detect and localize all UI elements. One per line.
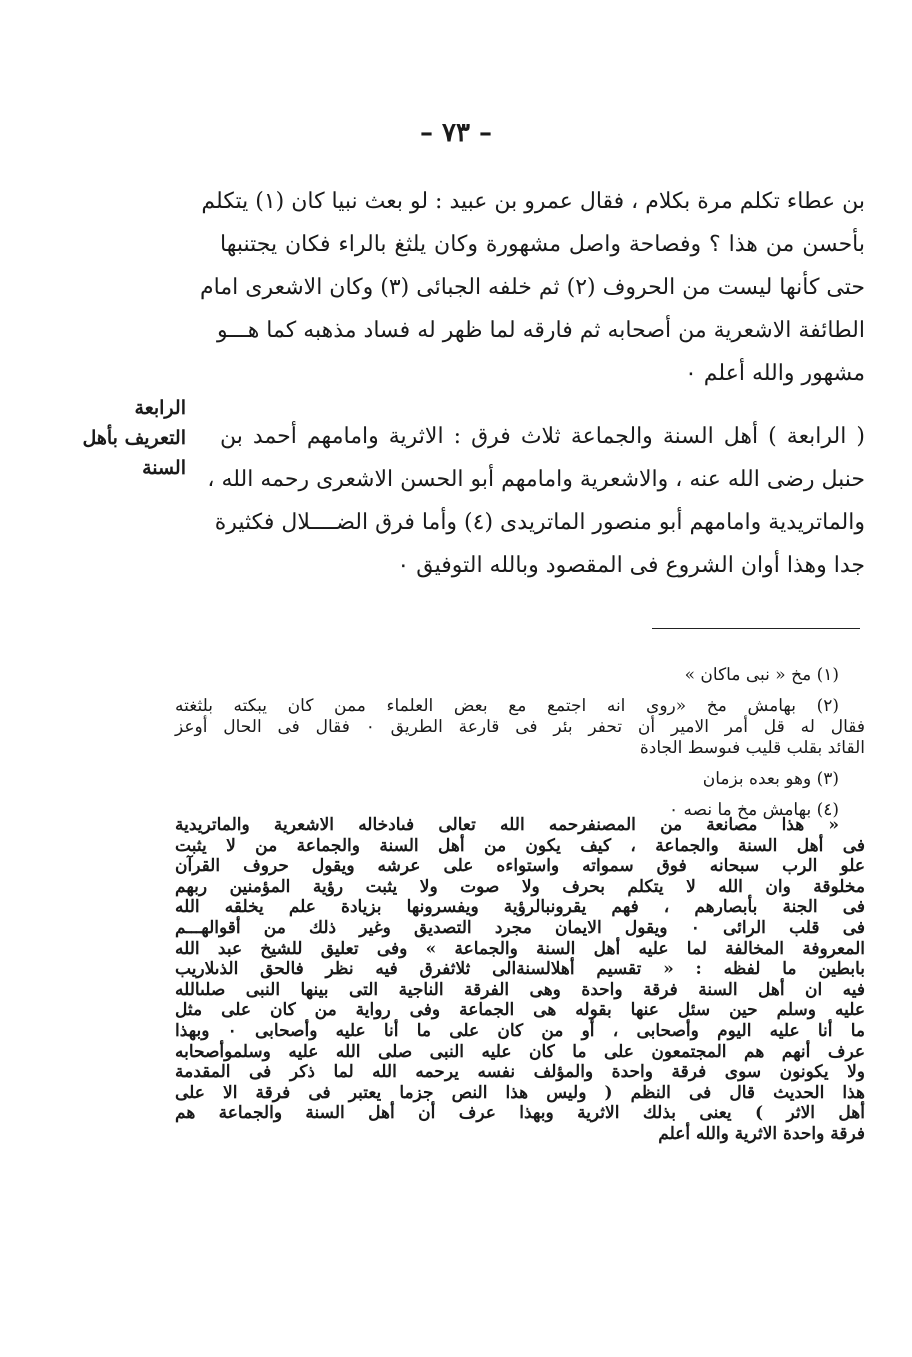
footnote-line: مخلوقة وان الله لا يتكلم بحرف ولا صوت ولا يثبت رؤية المؤمنين ربهم: [175, 876, 865, 897]
footnote-line: ما أنا عليه اليوم وأصحابى ، أو من كان على ما أنا عليه وأصحابى ٠ وبهذا: [175, 1020, 866, 1041]
text-line: بن عطاء تكلم مرة بكلام ، فقال عمرو بن عبيد : لو بعث نبيا كان (١) يتكلم: [201, 189, 865, 214]
margin-note-line: الرابعة: [134, 397, 186, 419]
footnote-line: هذا الحديث قال فى النظم ( وليس هذا النص جزما يعتبر فى فرقة الا على: [175, 1082, 865, 1103]
footnote-line: بابطين ما لفظه : « تقسيم أهلالسنةالى ثلاثفرق فيه نظر فالحق الذىلاريب: [175, 959, 865, 980]
footnote-4-head: (٤) بهامش مخ ما نصه ٠: [668, 800, 839, 820]
text-line: الطائفة الاشعرية من أصحابه ثم فارقه لما ظهر له فساد مذهبه كما هـــو: [217, 318, 865, 343]
page-number: – ٧٣ –: [419, 118, 493, 148]
footnote-line: أهل الاثر ) يعنى بذلك الاثرية وبهذا عرف أن أهل السنة والجماعة هم: [175, 1103, 865, 1124]
footnote-2-body: [175, 696, 865, 759]
footnote-separator: [652, 628, 860, 629]
footnote-line: المعروفة المخالفة لما عليه أهل السنة والجماعة » وفى تعليق للشيخ عبد الله: [175, 938, 865, 959]
paragraph-1: [200, 180, 865, 395]
footnote-line: فيه ان أهل السنة فرقة واحدة وهى الفرقة الناجية التى بينها النبى صلىالله: [175, 979, 865, 1000]
text-line: والماتريدية وامامهم أبو منصور الماتريدى (٤) وأما فرق الضــــلال فكثيرة: [214, 510, 865, 535]
footnote-line: « هذا مصانعة من المصنفرحمه الله تعالى فىادخاله الاشعرية والماتريدية: [175, 815, 839, 835]
main-text: [200, 180, 865, 587]
text-line: حتى كأنها ليست من الحروف (٢) ثم خلفه الجبائى (٣) وكان الاشعرى امام: [200, 275, 865, 300]
footnote-4: [175, 800, 865, 1145]
margin-note: [50, 393, 186, 483]
footnote-line: ولا يكونون سوى فرقة واحدة والمؤلف نفسه يرحمه الله لما ذكر فى المقدمة: [175, 1062, 865, 1083]
footnote-line: علو الرب سبحانه فوق سمواته واستواءه على عرشه ويقول حروف القرآن: [175, 856, 865, 877]
page-number-container: [0, 118, 912, 148]
margin-note-line: التعريف بأهل: [82, 427, 186, 449]
text-line: بأحسن من هذا ؟ وفصاحة واصل مشهورة وكان يلثغ بالراء فكان يجتنبها: [220, 232, 865, 257]
text-line: جدا وهذا أوان الشروع فى المقصود وبالله التوفيق ٠: [397, 553, 865, 578]
footnote-line: القائد بقلب قليب فىوسط الجادة: [639, 738, 865, 758]
footnote-2: [175, 696, 865, 759]
footnote-line: عليه وسلم حين سئل عنها بقوله هى الجماعة وفى رواية من كان على مثل: [175, 1000, 865, 1021]
paragraph-2: [207, 415, 865, 587]
footnote-line: عرف أنهم هم المجتمعون على ما كان عليه النبى صلى الله عليه وسلموأصحابه: [175, 1041, 865, 1062]
footnote-1: [175, 665, 865, 686]
footnote-line: (٢) بهامش مخ «روى انه اجتمع مع بعض العلماء ممن كان يبكته بلثغته: [175, 696, 839, 716]
margin-note-line: السنة: [142, 457, 186, 479]
text-line: مشهور والله أعلم ٠: [684, 361, 865, 386]
footnote-line: فى قلب الرائى ٠ ويقول الايمان مجرد التصديق وغير ذلك من أقوالهـــم: [175, 917, 865, 938]
text-line: ( الرابعة ) أهل السنة والجماعة ثلاث فرق : الاثرية وامامهم أحمد بن: [220, 424, 865, 449]
text-line: حنبل رضى الله عنه ، والاشعرية وامامهم أبو الحسن الاشعرى رحمه الله ،: [207, 467, 865, 492]
footnote-line: فرقة واحدة الاثرية والله أعلم: [658, 1123, 865, 1144]
footnote-line: فى الجنة بأبصارهم ، فهم يقرونبالرؤية ويفسرونها بزيادة علم يخلقه الله: [175, 897, 866, 918]
footnote-line: فى أهل السنة والجماعة ، كيف يكون من أهل السنة والجماعة من لا يثبت: [175, 835, 865, 856]
footnote-1-text: (١) مخ « نبى ماكان »: [684, 665, 839, 685]
footnote-4-body: [175, 815, 865, 1145]
footnote-3: [175, 769, 865, 790]
footnotes: [175, 665, 865, 1155]
footnote-3-text: (٣) وهو بعده بزمان: [702, 769, 839, 789]
footnote-line: فقال له قل أمر الامير أن تحفر بئر فى قارعة الطريق ٠ فقال فى الحال أوعز: [175, 717, 865, 737]
